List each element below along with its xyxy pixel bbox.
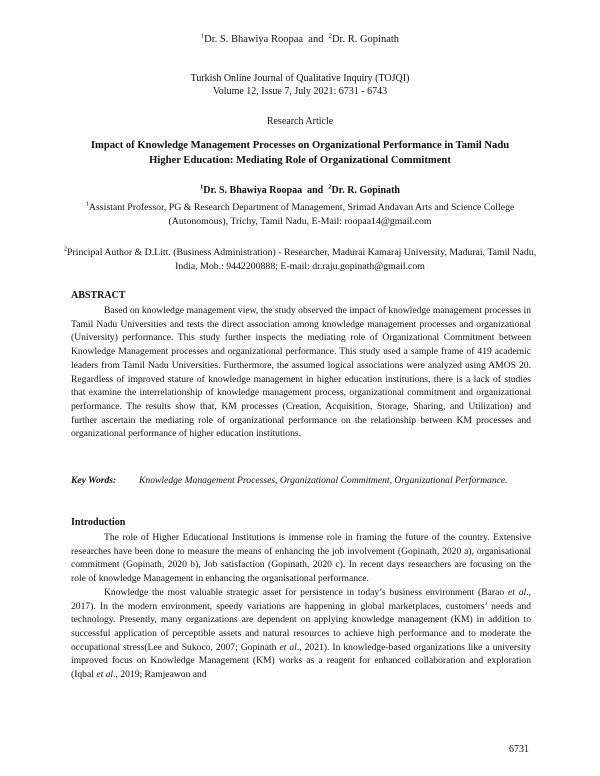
intro-p2-text-d: ., 2019; Ramjeawon and	[113, 669, 207, 681]
intro-p2-etal-1: et al	[507, 586, 527, 598]
intro-p2-etal-2: et al	[279, 641, 297, 653]
abstract-body: Based on knowledge management view, the study observed the impact of knowledge management processes in Tamil Nadu Universities and tests the direct association among knowledge management processes and organizational (University) performance. This study further inspects the mediating role of Organizational Commitment between Knowledge Management processes and organizational performance. This study used a sample frame of 419 academic leaders from Tamil Nadu Universities. Furthermore, the assumed logical associations were analyzed using AMOS 20. Regardless of improved stature of knowledge management in higher education institutions, there is a lack of studies that examine the interrelationship of knowledge management process, organizational commitment and organizational performance. The results show that, KM processes (Creation, Acquisition, Storage, Sharing, and Utilization) and further ascertain the mediating role of organizational performance on the relationship between KM processes and organizational performance of higher education institutions.	[71, 305, 531, 440]
intro-p2-text-b: ., 2017). In the modern environment, speedy variations are happening in global marketplaces, customers’ needs and technology. Presently, many organizations are dependent on applying knowledge management (KM) in addition to successful application of perceptible assets and natural resources to achieve high performance and to moderate the occupational stress(Lee and Sukoco, 2007; Gopinath	[71, 586, 531, 653]
running-author-1: Dr. S. Bhawiya Roopaa	[204, 34, 304, 45]
introduction-paragraph-1: The role of Higher Educational Institutions is immense role in framing the future of the country. Extensive researches have been done to measure the means of enhancing the job involvement (Gopinath, 2020 a), organisational commitment (Gopinath, 2020 b), Job satisfaction (Gopinath, 2020 c). In recent days researchers are focusing on the role of knowledge Management in enhancing the organisational performance.	[71, 532, 531, 585]
running-header-authors	[0, 34, 600, 45]
running-author-2: Dr. R. Gopinath	[331, 34, 400, 45]
author-superscript-1: 1	[200, 183, 204, 191]
keywords-text: Knowledge Management Processes, Organizational Commitment, Organizational Performance.	[139, 475, 508, 486]
author-and: and	[307, 185, 324, 196]
author-1-name: Dr. S. Bhawiya Roopaa	[203, 185, 303, 196]
page-number: 6731	[509, 744, 529, 755]
intro-p2-text-c: ., 2021). In knowledge-based organizations like a university improved focus on Knowledge Management (KM) works as a reagent for enhanced collaboration and exploration (Iqbal	[71, 641, 531, 681]
author-superscript-1: 1	[200, 32, 205, 40]
article-type: Research Article	[266, 116, 334, 127]
affiliation-superscript-1: 1	[85, 200, 89, 208]
author-2-name: Dr. R. Gopinath	[331, 185, 400, 196]
author-superscript-2: 2	[328, 183, 332, 191]
affiliation-1	[60, 201, 540, 229]
author-line	[0, 185, 600, 196]
introduction-paragraph-2	[71, 586, 531, 682]
abstract-heading: ABSTRACT	[71, 290, 126, 301]
journal-name: Turkish Online Journal of Qualitative Inquiry (TOJQI)	[190, 73, 410, 84]
intro-p2-etal-3: et al	[96, 669, 114, 681]
introduction-heading: Introduction	[71, 517, 126, 528]
affiliation-superscript-2: 2	[63, 245, 68, 253]
introduction-body	[71, 531, 531, 682]
affiliation-2-text: Principal Author & D.Litt. (Business Administration) - Researcher, Madurai Kamaraj University, Madurai, Tamil Nadu, India, Mob.: 9442200888; E-mail: dr.raju.gopinath@gmail.com	[67, 247, 537, 272]
journal-issue: Volume 12, Issue 7, July 2021: 6731 - 6743	[212, 86, 388, 97]
keywords-label: Key Words:	[71, 475, 117, 486]
author-superscript-2: 2	[328, 32, 332, 40]
paper-title: Impact of Knowledge Management Processes on Organizational Performance in Tamil Nadu Higher Education: Mediating Role of Organizational Commitment	[90, 140, 510, 166]
intro-p2-text-a: Knowledge the most valuable strategic asset for persistence in today’s business environment (Barao	[104, 586, 508, 598]
affiliation-2	[60, 246, 540, 274]
affiliation-1-text: Assistant Professor, PG & Research Department of Management, Srimad Andavan Arts and Science College (Autonomous), Trichy, Tamil Nadu, E-Mail: roopaa14@gmail.com	[88, 202, 515, 227]
running-and: and	[308, 34, 324, 45]
journal-info	[0, 72, 600, 98]
